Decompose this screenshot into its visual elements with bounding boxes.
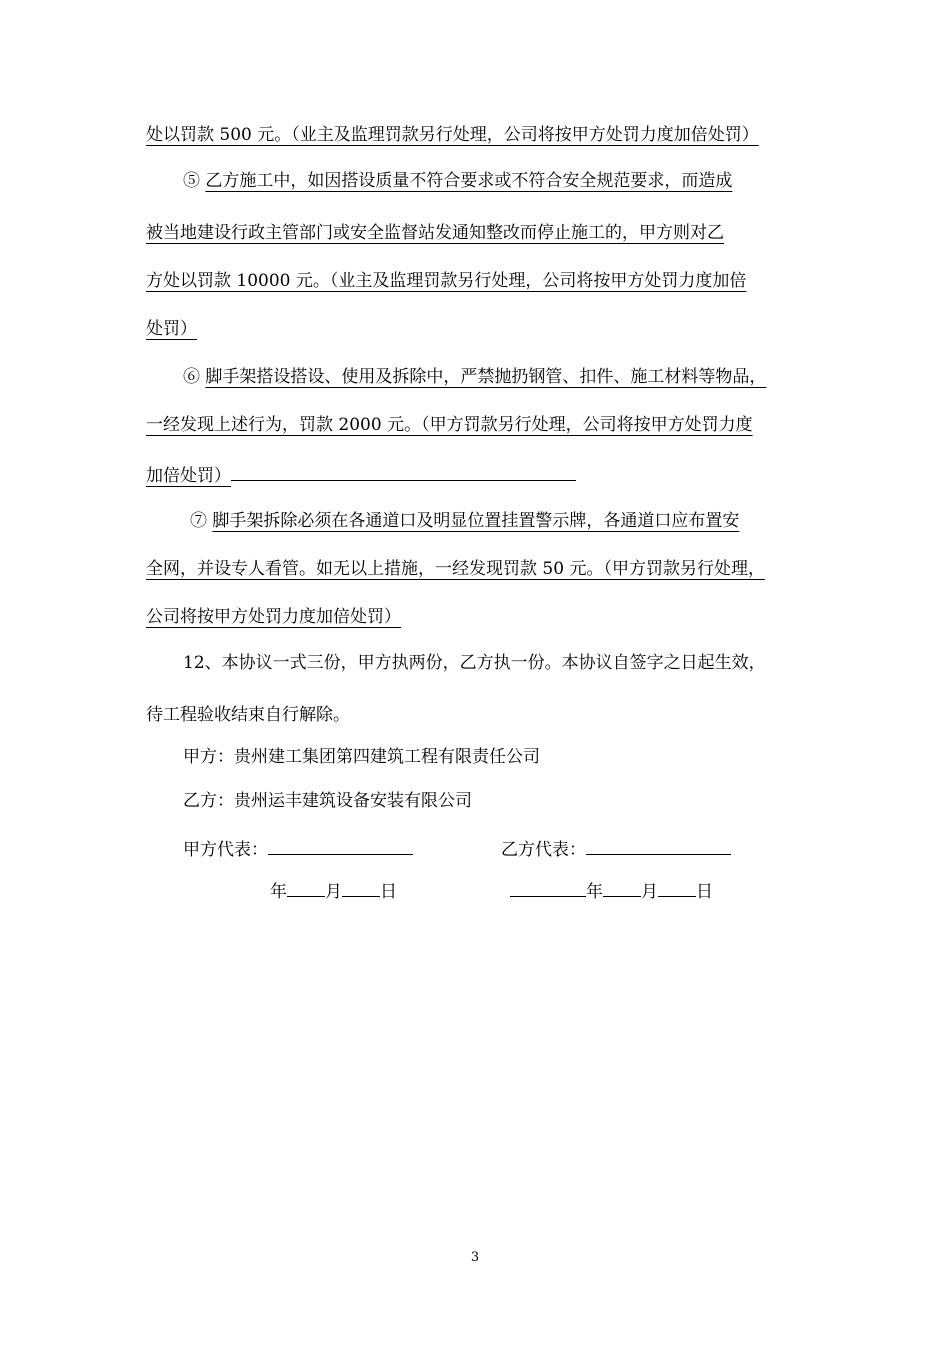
date-a-year: 年 [270, 882, 287, 902]
clause-text-line [146, 606, 401, 628]
underlined-text: 全网，并设专人看管。如无以上措施，一经发现罚款 50 元。（甲方罚款另行处理， [146, 559, 765, 579]
rep-b [501, 836, 731, 861]
underlined-text: 脚手架拆除必须在各通道口及明显位置挂置警示牌，各通道口应布置安 [212, 511, 740, 531]
rep-b-label: 乙方代表： [501, 840, 586, 860]
clause-text-line [146, 558, 765, 580]
clause-7-marker: ⑦ [190, 511, 213, 531]
underlined-text: 处以罚款 500 元。（业主及监理罚款另行处理，公司将按甲方处罚力度加倍处罚） [146, 125, 759, 145]
date-b-year: 年 [586, 882, 603, 902]
clause-5-line [183, 170, 732, 192]
clause-7-line [190, 510, 739, 532]
party-a [183, 746, 540, 768]
clause-12-text: 12、本协议一式三份，甲方执两份，乙方执一份。本协议自签字之日起生效， [183, 653, 766, 673]
underlined-text: 公司将按甲方处罚力度加倍处罚） [146, 607, 401, 627]
underlined-text: 乙方施工中，如因搭设质量不符合要求或不符合安全规范要求，而造成 [205, 171, 733, 191]
date-a-month-blank [287, 878, 325, 897]
date-b [510, 878, 713, 903]
rep-b-signature-blank [586, 836, 731, 855]
clause-text-line [146, 414, 753, 436]
date-a-day: 日 [380, 882, 397, 902]
underlined-text: 处罚） [146, 319, 197, 339]
underlined-text: 方处以罚款 10000 元。（业主及监理罚款另行处理，公司将按甲方处罚力度加倍 [146, 271, 747, 291]
underlined-text: 一经发现上述行为，罚款 2000 元。（甲方罚款另行处理，公司将按甲方处罚力度 [146, 415, 753, 435]
date-b-day-blank [658, 878, 696, 897]
fill-blank [231, 462, 576, 481]
clause-text-line [146, 222, 724, 244]
date-b-month: 月 [641, 882, 658, 902]
party-b-text: 乙方：贵州运丰建筑设备安装有限公司 [183, 791, 472, 811]
party-b [183, 790, 472, 812]
rep-a [183, 836, 413, 861]
page-number: 3 [470, 1250, 480, 1265]
underlined-text: 脚手架搭设搭设、使用及拆除中，严禁抛扔钢管、扣件、施工材料等物品， [205, 367, 767, 387]
rep-a-label: 甲方代表： [183, 840, 268, 860]
clause-12-line [183, 652, 766, 674]
date-a [270, 878, 397, 903]
clause-text-line [146, 124, 759, 146]
clause-text-line [146, 462, 576, 487]
clause-12-text-cont: 待工程验收结束自行解除。 [146, 705, 350, 725]
clause-5-marker: ⑤ [183, 171, 206, 191]
clause-6-marker: ⑥ [183, 367, 206, 387]
date-b-month-blank [603, 878, 641, 897]
party-a-text: 甲方：贵州建工集团第四建筑工程有限责任公司 [183, 747, 540, 767]
rep-a-signature-blank [268, 836, 413, 855]
clause-6-line [183, 366, 766, 388]
underlined-text: 被当地建设行政主管部门或安全监督站发通知整改而停止施工的，甲方则对乙 [146, 223, 724, 243]
date-b-day: 日 [696, 882, 713, 902]
date-b-year-blank [510, 878, 586, 897]
clause-text-line [146, 704, 350, 726]
date-a-month: 月 [325, 882, 342, 902]
underlined-text: 加倍处罚） [146, 466, 231, 486]
clause-text-line [146, 318, 197, 340]
clause-text-line [146, 270, 746, 292]
date-a-day-blank [342, 878, 380, 897]
